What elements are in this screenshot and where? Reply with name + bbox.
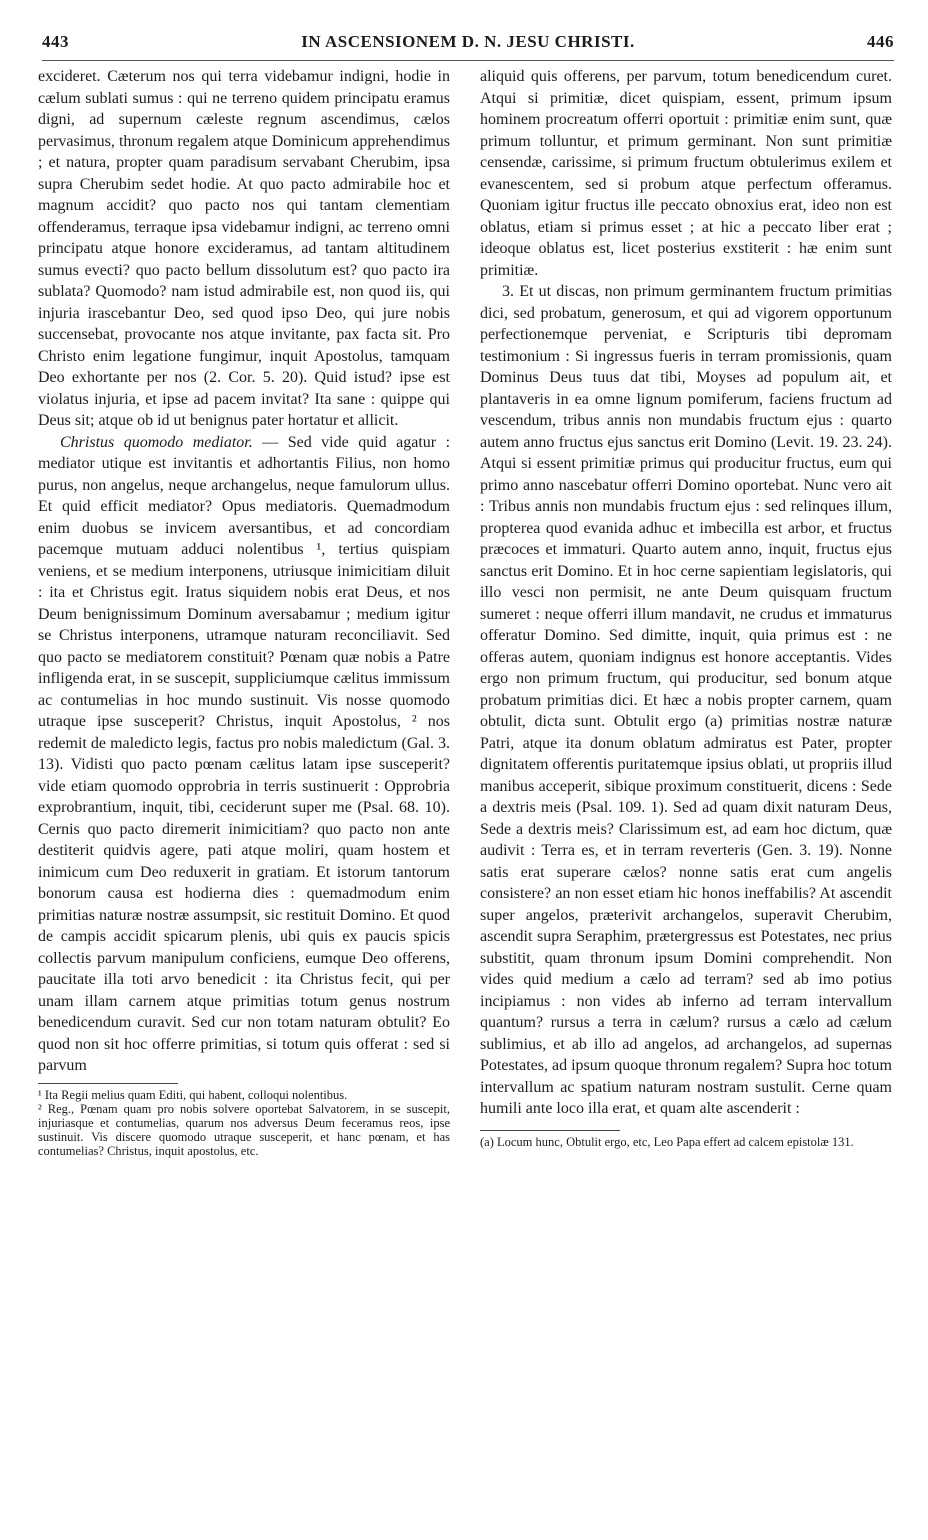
footnote-a: (a) Locum hunc, Obtulit ergo, etc, Leo Papa effert ad calcem epistolæ 131. <box>480 1134 854 1149</box>
running-title: IN ASCENSIONEM D. N. JESU CHRISTI. <box>301 32 635 51</box>
page-number-right: 446 <box>867 32 894 51</box>
section-heading: Christus quomodo mediator. <box>60 433 253 451</box>
left-column <box>38 66 450 1158</box>
left-paragraph-2 <box>38 432 450 1077</box>
right-paragraph-1: aliquid quis offerens, per parvum, totum benedicendum curet. Atqui si primitiæ, dicet quispiam, essent, primum ipsum hominem procreatum offerri oportuit : primitiæ enim sunt, quæ primum tolluntur, et primum germinant. Non sunt primitiæ censendæ, carissime, si primum fructum obtulerimus exilem et evanescentem, sed si probum atque perfectum offeramus. Quoniam igitur fructus ille peccato obnoxius erat, ideo non est oblatus, etiam si primus esset ; at hic a peccato liber erat ; ideoque oblatus est, licet posterius exstiterit : hæ enim sunt primitiæ. <box>480 68 892 279</box>
page-header <box>42 32 894 61</box>
footnote-1: ¹ Ita Regii melius quam Editi, qui habent, colloqui nolentibus. <box>38 1087 348 1102</box>
left-paragraph-2-text: — Sed vide quid agatur : mediator utique est invitantis et adhortantis Filius, non homo purus, non angelus, neque archangelus, neque famulorum ullus. Et quid efficit mediator? Opus mediatoris. Quemadmodum enim duobus se invicem aversantibus, et ad concordiam pacemque mutuam adduci nolentibus ¹, tertius quispiam veniens, et se medium interponens, utriusque inimicitiam diluit : ita et Christus egit. Iratus siquidem nobis erat Deus, et nos Deum benignissimum Dominum aversabamur ; medium igitur se Christus interponens, utramque naturam reconciliavit. Sed quo pacto se mediatorem constituit? Pœnam quæ nobis a Patre infligenda erat, in se suscepit, suppliciumque cælitus immissum ac contumelias in hoc mundo sustinuit. Vis nosse quomodo utraque ipse susceperit? Christus, inquit Apostolus, ² nos redemit de maledicto legis, factus pro nobis maledictum (Gal. 3. 13). Vidisti quo pacto pœnam cælitus latam ipse susceperit? vide etiam quomodo opprobria in terris sustinuerit : Opprobria exprobrantium, inquit, tibi, ceciderunt super me (Psal. 68. 10). Cernis quo pacto diremerit inimicitiam? quo pacto non ante destiterit quidvis agere, pati atque moliri, quam hostem et inimicum cum Deo reduxerit in gratiam. Et istorum tantorum bonorum causa est hodierna dies : quemadmodum enim primitias naturæ nostræ assumpsit, sic restituit Domino. Et quod de campis accidit spicarum plenis, ubi quis ex paucis spicis collectis parvum manipulum conficiens, eumque Deo offerens, paucitate illa toti arvo benedicit : ita Christus fecit, qui per unam illam carnem atque primitias totum genus nostrum benedicendum curavit. Sed cur non totam naturam obtulit? Eo quod non sit hoc offerre primitias, si totum quis offerat : sed si parvum <box>38 433 451 1074</box>
footnote-2: ² Reg., Pœnam quam pro nobis solvere oportebat Salvatorem, in se suscepit, injuriasque et contumelias, quarum nos adversus Deum feceramus reos, ipse sustinuit. Vis discere quomodo utraque susceperit, et hanc pœnam, et has contumelias? Christus, inquit apostolus, etc. <box>38 1101 450 1158</box>
page-number-left: 443 <box>42 32 69 51</box>
right-paragraph-2: 3. Et ut discas, non primum germinantem fructum primitias dici, sed probatum, generosum, et qui ad vigorem opportunum perfectionemque perveniat, e Scripturis tibi depromam testimonium : Si ingressus fueris in terram promissionis, quam Dominus Deus tuus dat tibi, Moyses ad populum ait, et plantaveris in ea omne lignum pomiferum, faciens fructum ad vescendum, tribus annis non mundabis fructum ejus : quarto autem anno fructus ejus sanctus erit Domino (Levit. 19. 23. 24). Atqui si essent primitiæ primus qui producitur fructus, eum qui primo anno nascebatur offerri Domino oportebat. Nunc vero ait : Tribus annis non mundabis fructum ejus : sed relinques illum, propterea quod evanida adhuc et imbecilla est arbor, et fructus præcoces et immaturi. Quarto autem anno, inquit, fructus ejus sanctus erit Domino. Et in hoc cerne sapientiam legislatoris, qui illo vesci non permisit, ne ante Deum quisquam fructum sumeret : neque offerri illum mandavit, ne crudus et immaturus offeratur Domino. Sed dimitte, inquit, quia primus est : ne offeras autem, quoniam indignus est honore acceptantis. Vides ergo non primum fructum, qui producitur, sed bonum atque probatum primitias dici. Et hæc a nobis propter carnem, quam obtulit, dicta sunt. Obtulit ergo (a) primitias nostræ naturæ Patri, atque ita donum oblatum admiratus est Pater, propter dignitatem offerentis puritatemque ipsius oblati, ut propriis illud manibus acceperit, sibique proximum constituerit, dicens : Sede a dextris meis (Psal. 109. 1). Sed ad quam dixit naturam Deus, Sede a dextris meis? Clarissimum est, ad eam hoc dictum, quæ audivit : Terra es, et in terram reverteris (Gen. 3. 19). Nonne satis erat superare cælos? nonne satis erat cum angelis consistere? an non esset etiam hic honos ineffabilis? At ascendit super angelos, præterivit archangelos, superavit Cherubim, ascendit supra Seraphim, prætergressus est Potestates, nec prius substitit, quam thronum ipsum Domini comprehendit. Non vides quid medium a cælo ad terram? sed ab imo potius incipiamus : non vides ab inferno ad terram intervallum quantum? rursus a terra in cælum? rursus a cælo ad cælum sublimius, et ab illo ad angelos, ad archangelos, ad supernas Potestates, ad ipsum quoque thronum regalem? Supra hoc totum intervallum ac spatium naturam nostram sustulit. Cerne quam humili ante loco illa erat, et quam alte ascenderit : <box>480 283 892 1117</box>
right-column <box>480 66 892 1149</box>
left-paragraph-1: excideret. Cæterum nos qui terra videbamur indigni, hodie in cælum sublati sumus : qui ne terreno quidem principatu eramus digni, ad supernum cæleste regnum ascendimus, cælos pervasimus, thronum regalem atque Dominicum apprehendimus ; et natura, propter quam paradisum servabant Cherubim, ipsa supra Cherubim sedet hodie. At quo pacto admirabile hoc et magnum accidit? quo pacto nos qui tantam clementiam offenderamus, terraque ipsa videbamur indigni, ac terreno omni principatu atque honore excideramus, ad tantam altitudinem sumus evecti? quo pacto bellum dissolutum est? quo pacto ira sublata? Quomodo? nam istud admirabile est, non quod iis, qui injuria irascebantur Deo, sed quod ipso Deo, qui jure nobis succensebat, provocante nos atque invitante, pax facta sit. Pro Christo enim legatione fungimur, inquit Apostolus, tamquam Deo exhortante per nos (2. Cor. 5. 20). Quid istud? ipse est violatus injuria, et ipse ad pacem invitat? Ita sane : quippe qui Deus sit; atque ob id ut benignus pater hortatur et allicit. <box>38 68 450 429</box>
